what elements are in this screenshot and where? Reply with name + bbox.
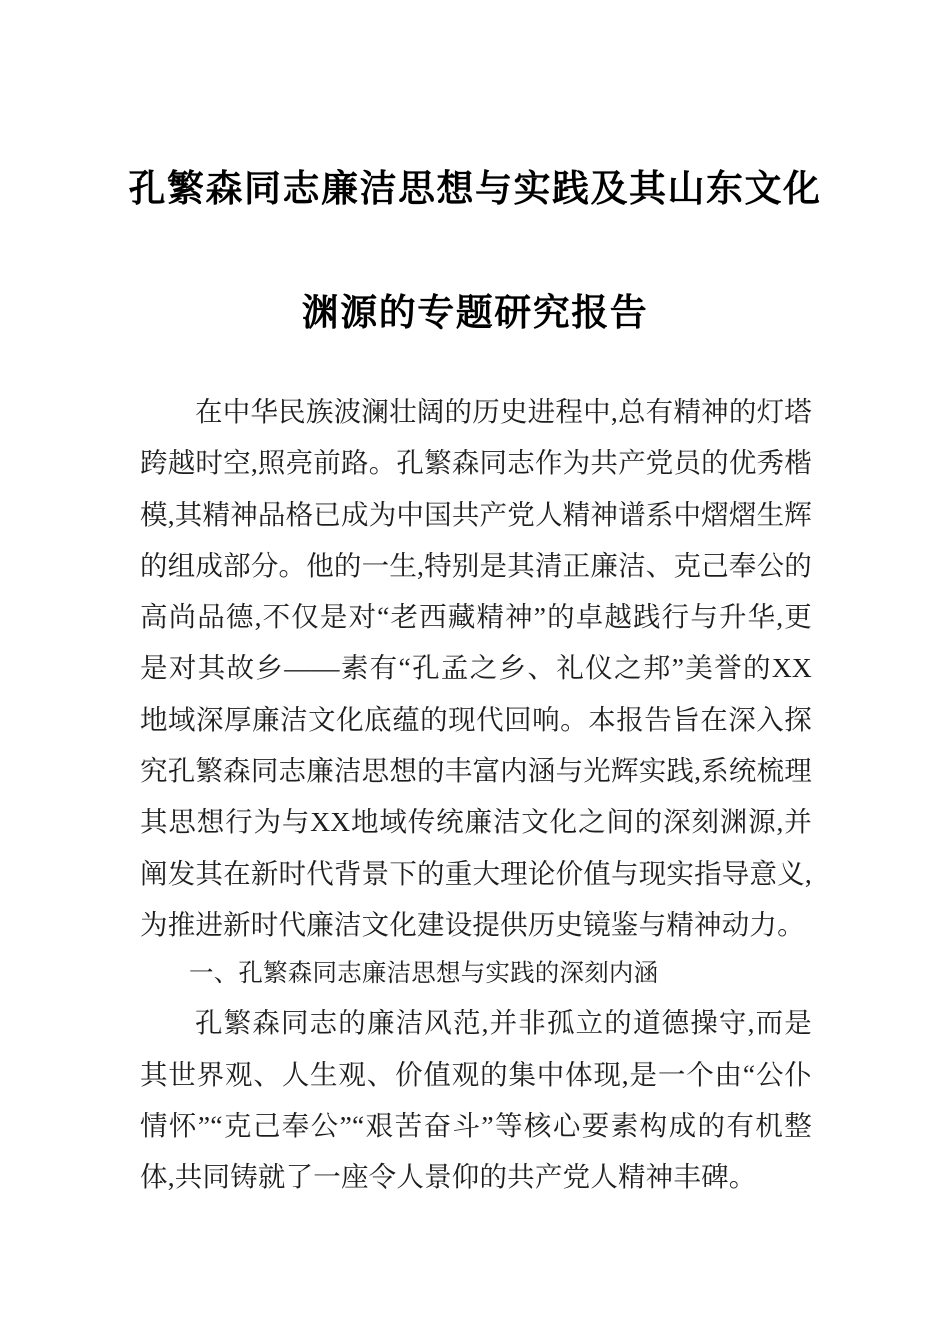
paragraph-section-1-body: 孔繁森同志的廉洁风范,并非孤立的道德操守,而是其世界观、人生观、价值观的集中体现,是一个由“公仆情怀”“克己奉公”“艰苦奋斗”等核心要素构成的有机整体,共同铸就了一座令人景仰的共产党人精神丰碑。 — [140, 1007, 812, 1193]
title-line-2: 渊源的专题研究报告 — [301, 293, 649, 334]
section-heading-1: 一、孔繁森同志廉洁思想与实践的深刻内涵 — [189, 960, 659, 988]
document-body — [140, 386, 812, 1202]
title-line-1: 孔繁森同志廉洁思想与实践及其山东文化 — [128, 169, 822, 210]
page-title — [0, 128, 950, 376]
paragraph-intro: 在中华民族波澜壮阔的历史进程中,总有精神的灯塔跨越时空,照亮前路。孔繁森同志作为共产党员的优秀楷模,其精神品格已成为中国共产党人精神谱系中熠熠生辉的组成部分。他的一生,特别是其清正廉洁、克己奉公的高尚品德,不仅是对“老西藏精神”的卓越践行与升华,更是对其故乡——素有“孔孟之乡、礼仪之邦”美誉的XX地域深厚廉洁文化底蕴的现代回响。本报告旨在深入探究孔繁森同志廉洁思想的丰富内涵与光辉实践,系统梳理其思想行为与XX地域传统廉洁文化之间的深刻渊源,并阐发其在新时代背景下的重大理论价值与现实指导意义,为推进新时代廉洁文化建设提供历史镜鉴与精神动力。 — [140, 396, 812, 940]
